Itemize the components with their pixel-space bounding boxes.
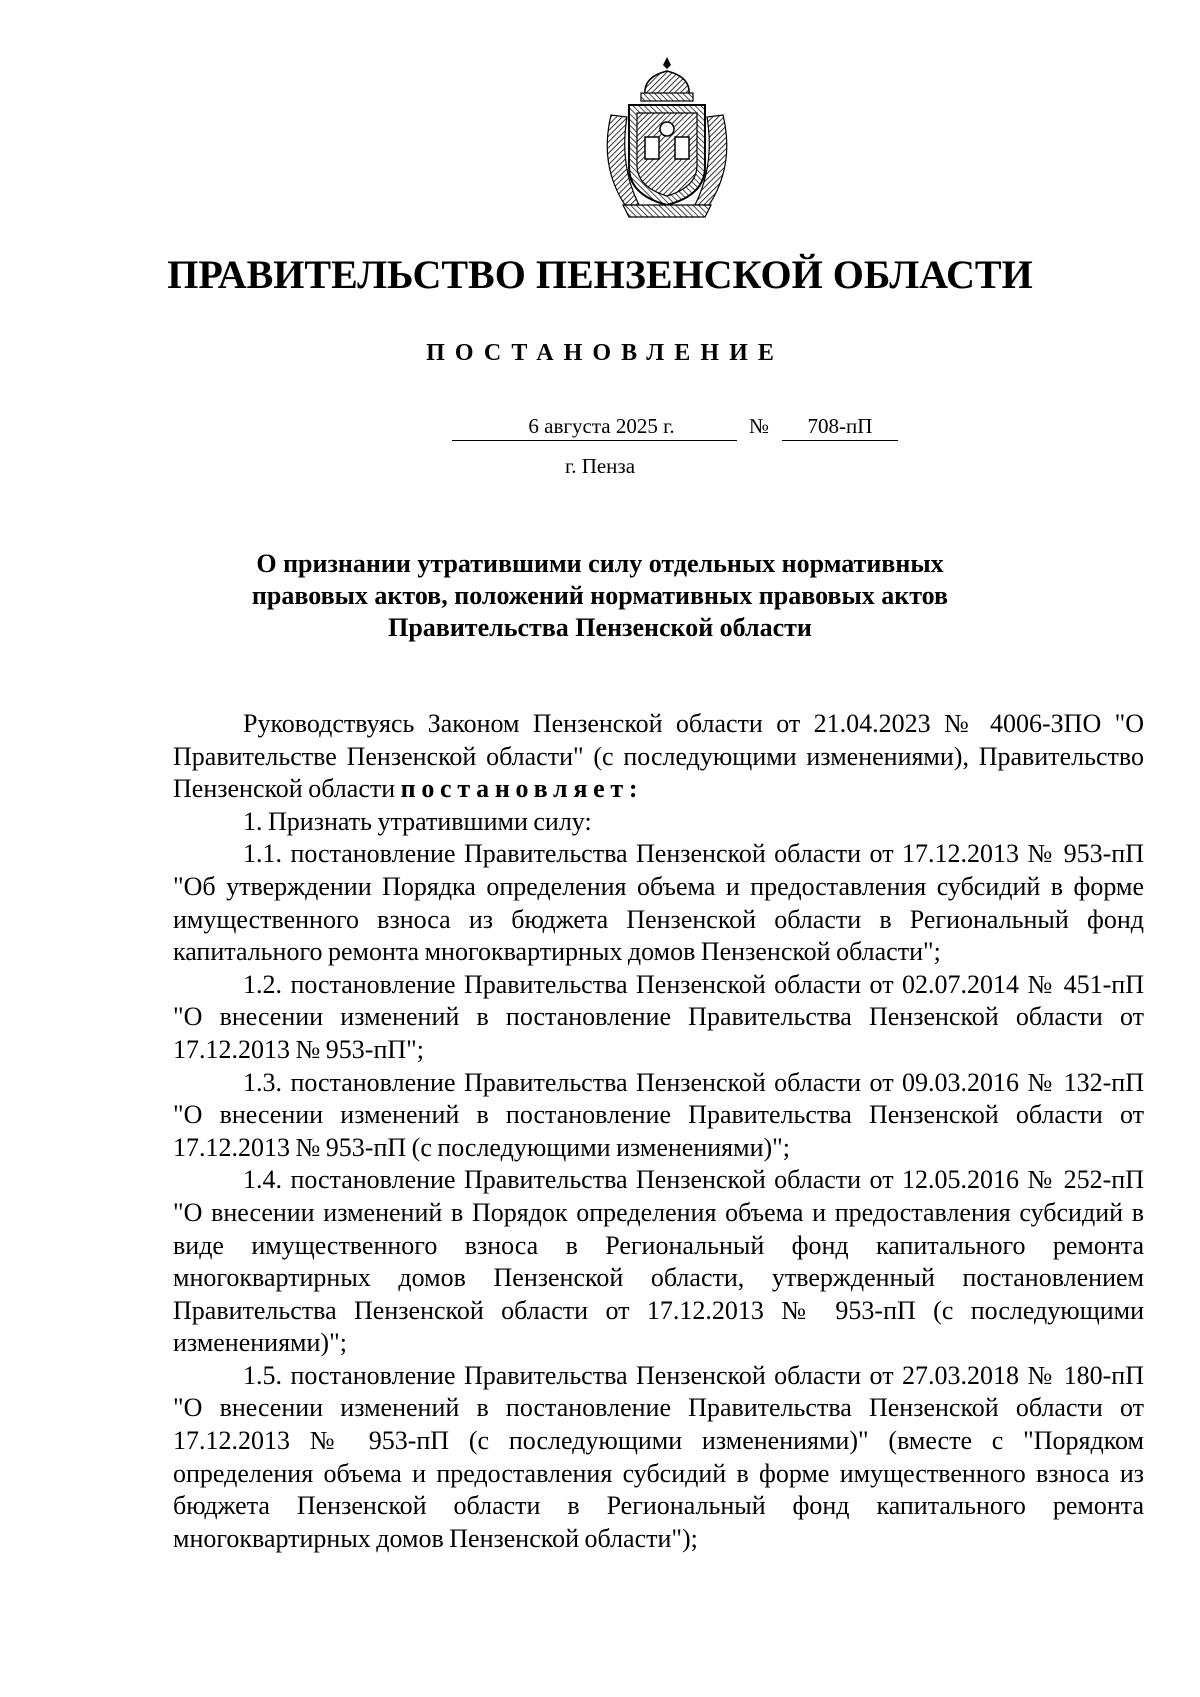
document-number: 708-пП <box>782 412 898 441</box>
resolves-word: постановляет <box>400 774 629 804</box>
preamble-paragraph <box>173 708 1144 806</box>
clause-1-2: 1.2. постановление Правительства Пензенской области от 02.07.2014 № 451-пП "О внесении изменений в постановление Правительства Пензенской области от 17.12.2013 № 953-пП"; <box>173 969 1144 1064</box>
subject-line: О признании утратившими силу отдельных нормативных <box>256 549 944 578</box>
subject-line: Правительства Пензенской области <box>388 613 812 642</box>
clause-1-5: 1.5. постановление Правительства Пензенской области от 27.03.2018 № 180-пП "О внесении изменений в постановление Правительства Пензенской области от 17.12.2013 № 953-пП (с последующими изменениями)" (вместе с "Порядком определения объема и предоставления субсидий в форме имущественного взноса из бюджета Пензенской области в Региональный фонд капитального ремонта многоквартирных домов Пензенской области"); <box>173 1360 1144 1553</box>
document-subject <box>230 548 970 644</box>
government-title: ПРАВИТЕЛЬСТВО ПЕНЗЕНСКОЙ ОБЛАСТИ <box>167 252 1033 297</box>
subject-line: правовых актов, положений нормативных правовых актов <box>251 581 949 610</box>
document-body <box>173 708 1144 1555</box>
clause-1-1: 1.1. постановление Правительства Пензенской области от 17.12.2013 № 953-пП "Об утверждении Порядка определения объема и предоставления субсидий в форме имущественного взноса из бюджета Пензенской области в Региональный фонд капитального ремонта многоквартирных домов Пензенской области"; <box>173 839 1144 967</box>
document-date: 6 августа 2025 г. <box>452 412 737 441</box>
clause-1-3: 1.3. постановление Правительства Пензенской области от 09.03.2016 № 132-пП "О внесении изменений в постановление Правительства Пензенской области от 17.12.2013 № 953-пП (с последующими изменениями)"; <box>173 1067 1144 1162</box>
clause-1: 1. Признать утратившими силу: <box>243 806 592 836</box>
coat-of-arms-icon <box>593 55 741 219</box>
number-sign: № <box>748 414 770 438</box>
preamble-text: Руководствуясь Законом Пензенской области от 21.04.2023 № 4006-ЗПО "О Правительстве Пензенской области" (с последующими изменениями), Правительство Пензенской области <box>173 709 1144 804</box>
document-city: г. Пенза <box>564 454 636 478</box>
resolves-colon: : <box>628 774 638 804</box>
clause-1-4: 1.4. постановление Правительства Пензенской области от 12.05.2016 № 252-пП "О внесении изменений в Порядок определения объема и предоставления субсидий в виде имущественного взноса в Региональный фонд капитального ремонта многоквартирных домов Пензенской области, утвержденный постановлением Правительства Пензенской области от 17.12.2013 № 953-пП (с последующими изменениями)"; <box>173 1165 1144 1358</box>
document-type: ПОСТАНОВЛЕНИЕ <box>426 340 784 366</box>
